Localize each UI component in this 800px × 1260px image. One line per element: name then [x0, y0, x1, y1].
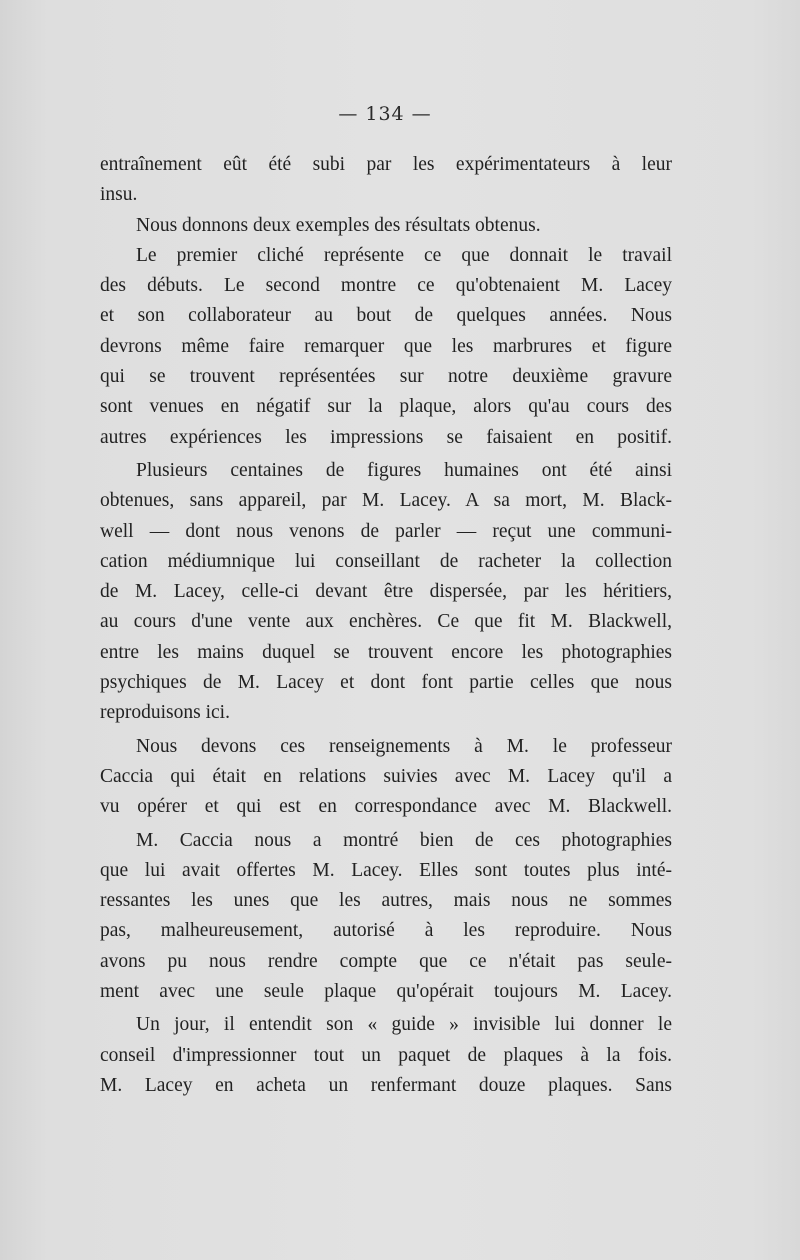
- text-line: devrons même faire remarquer que les marbrures et figure: [100, 335, 672, 357]
- text-line: avons pu nous rendre compte que ce n'était pas seule-: [100, 950, 672, 972]
- text-line: vu opérer et qui est en correspondance avec M. Blackwell.: [100, 796, 672, 818]
- text-line: cation médiumnique lui conseillant de racheter la collection: [100, 550, 672, 572]
- text-line: et son collaborateur au bout de quelques années. Nous: [100, 305, 672, 327]
- text-line: qui se trouvent représentées sur notre deuxième gravure: [100, 366, 672, 388]
- body-text: [100, 150, 672, 1101]
- text-line: sont venues en négatif sur la plaque, alors qu'au cours des: [100, 396, 672, 418]
- text-line: Nous donnons deux exemples des résultats obtenus.: [136, 214, 541, 236]
- text-line: insu.: [100, 184, 138, 206]
- text-line: autres expériences les impressions se faisaient en positif.: [100, 426, 672, 448]
- text-line: au cours d'une vente aux enchères. Ce que fit M. Blackwell,: [100, 611, 672, 633]
- text-line: reproduisons ici.: [100, 702, 230, 724]
- text-line: Nous devons ces renseignements à M. le professeur: [136, 735, 672, 757]
- text-line: conseil d'impressionner tout un paquet de plaques à la fois.: [100, 1044, 672, 1066]
- text-line: Plusieurs centaines de figures humaines ont été ainsi: [136, 459, 672, 481]
- text-line: M. Caccia nous a montré bien de ces photographies: [136, 829, 672, 851]
- text-line: entre les mains duquel se trouvent encore les photographies: [100, 641, 672, 663]
- text-line: Un jour, il entendit son « guide » invisible lui donner le: [136, 1014, 672, 1036]
- page-number: — 134 —: [338, 103, 432, 125]
- text-line: M. Lacey en acheta un renfermant douze plaques. Sans: [100, 1074, 672, 1096]
- text-line: Caccia qui était en relations suivies avec M. Lacey qu'il a: [100, 765, 672, 787]
- text-line: de M. Lacey, celle-ci devant être dispersée, par les héritiers,: [100, 581, 672, 603]
- text-line: pas, malheureusement, autorisé à les reproduire. Nous: [100, 920, 672, 942]
- text-line: ment avec une seule plaque qu'opérait toujours M. Lacey.: [100, 981, 672, 1003]
- text-line: entraînement eût été subi par les expérimentateurs à leur: [100, 154, 672, 175]
- text-line: des débuts. Le second montre ce qu'obtenaient M. Lacey: [100, 275, 672, 297]
- text-line: que lui avait offertes M. Lacey. Elles sont toutes plus inté-: [100, 859, 672, 881]
- text-line: psychiques de M. Lacey et dont font partie celles que nous: [100, 672, 672, 694]
- text-line: ressantes les unes que les autres, mais nous ne sommes: [100, 890, 672, 912]
- text-line: well — dont nous venons de parler — reçut une communi-: [100, 520, 672, 542]
- text-line: Le premier cliché représente ce que donnait le travail: [136, 244, 672, 266]
- text-line: obtenues, sans appareil, par M. Lacey. A sa mort, M. Black-: [100, 490, 672, 512]
